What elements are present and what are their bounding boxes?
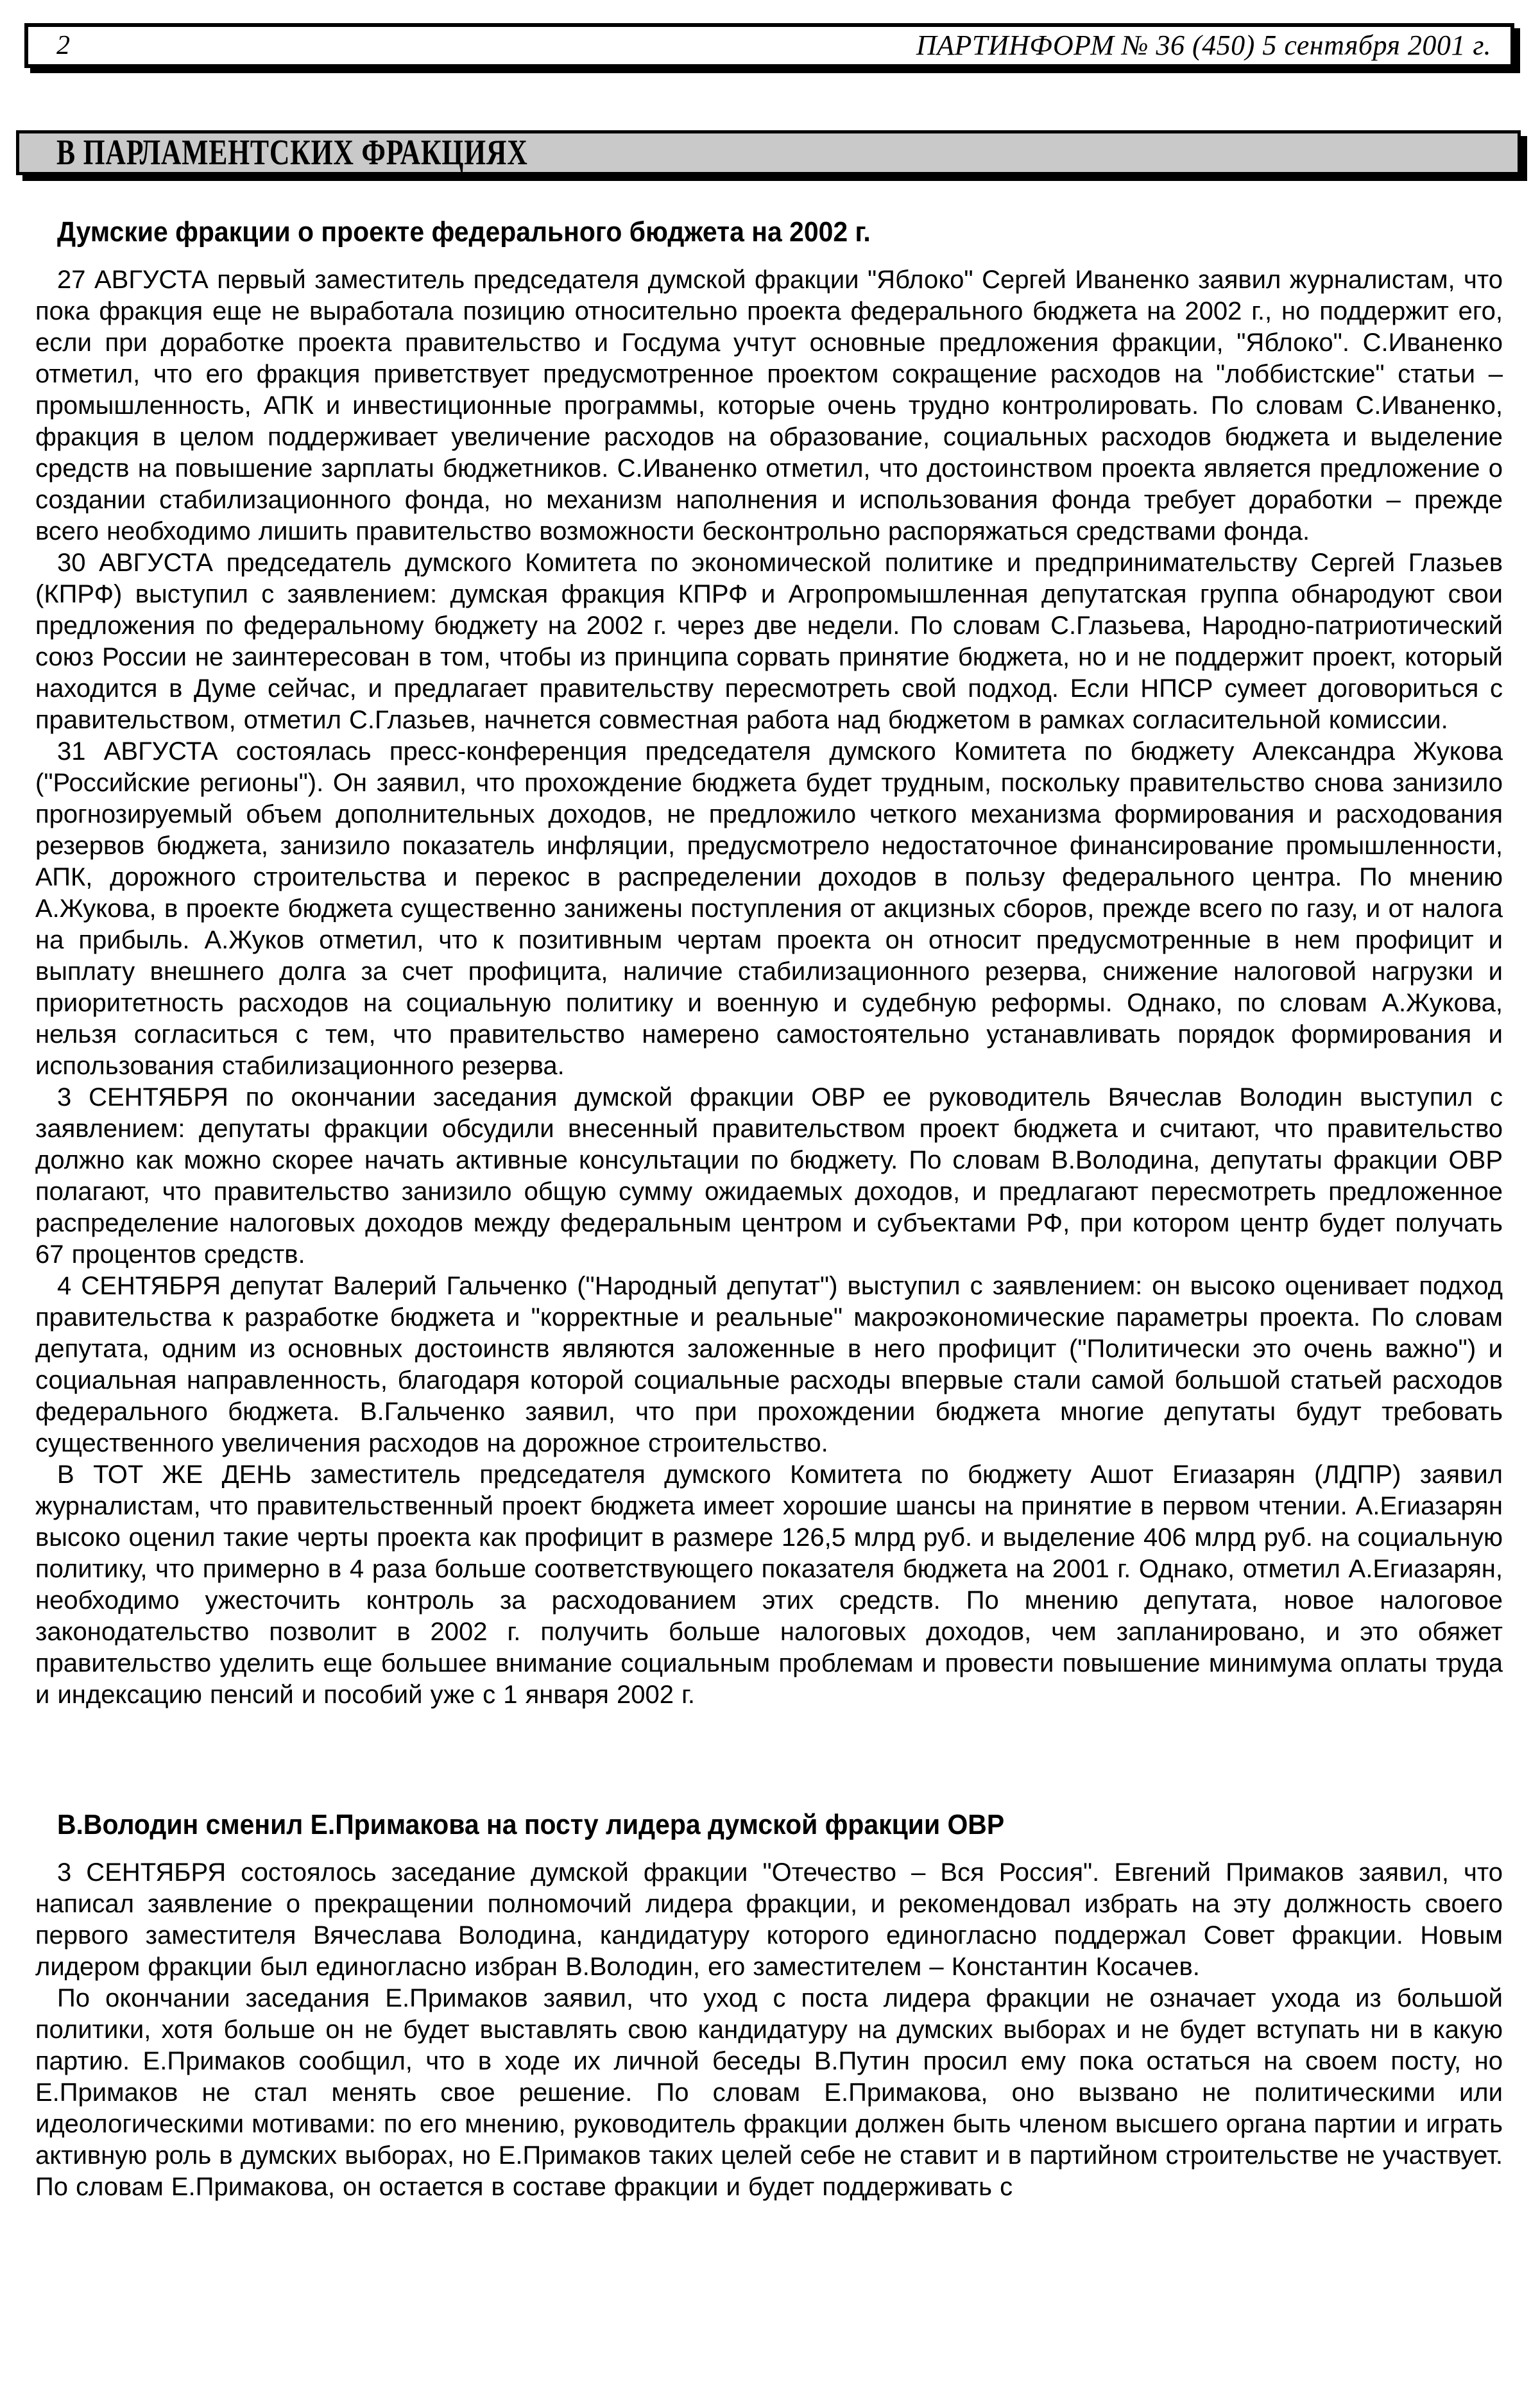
article-budget-2002 — [35, 216, 1503, 1711]
article-title — [35, 1808, 1503, 1842]
paragraph: 27 АВГУСТА первый заместитель председателя думской фракции "Яблоко" Сергей Иваненко заявил журналистам, что пока фракция еще не выработала позицию относительно проекта федерального бюджета на 2002 г., но поддержит его, если при доработке проекта правительство и Госдума учтут основные предложения фракции, "Яблоко". С.Иваненко отметил, что его фракция приветствует предусмотренное проектом сокращение расходов на "лоббистские" статьи – промышленность, АПК и инвестиционные программы, которые очень трудно контролировать. По словам С.Иваненко, фракция в целом поддерживает увеличение расходов на образование, социальных расходов бюджета и выделение средств на повышение зарплаты бюджетников. С.Иваненко отметил, что достоинством проекта является предложение о создании стабилизационного фонда, но механизм наполнения и использования фонда требует доработки – прежде всего необходимо лишить правительство возможности бесконтрольно распоряжаться средствами фонда. — [35, 266, 1503, 545]
section-header-bar — [16, 130, 1521, 175]
paragraph: По окончании заседания Е.Примаков заявил, что уход с поста лидера фракции не означает ухода из большой политики, хотя больше он не будет выставлять свою кандидатуру на думских выборах и не будет вступать ни в какую партию. Е.Примаков сообщил, что в ходе их личной беседы В.Путин просил ему пока остаться на своем посту, но Е.Примаков не стал менять свое решение. По словам Е.Примакова, оно вызвано не политическими или идеологическими мотивами: по его мнению, руководитель фракции должен быть членом высшего органа партии и играть активную роль в думских выборах, но Е.Примаков таких целей себе не ставит и в партийном строительстве не участвует. По словам Е.Примакова, он остается в составе фракции и будет поддерживать с — [35, 1984, 1503, 2201]
page-number: 2 — [56, 31, 70, 60]
article-volodin-primakov — [35, 1808, 1503, 2203]
article-title-text: Думские фракции о проекте федерального бюджета на 2002 г. — [57, 216, 871, 248]
article-title-text: В.Володин сменил Е.Примакова на посту лидера думской фракции ОВР — [57, 1809, 1005, 1840]
article-title — [35, 216, 1503, 249]
paragraph: 30 АВГУСТА председатель думского Комитета по экономической политике и предпринимательству Сергей Глазьев (КПРФ) выступил с заявлением: думская фракция КПРФ и Агропромышленная депутатская группа обнародуют свои предложения по федеральному бюджету на 2002 г. через две недели. По словам С.Глазьева, Народно-патриотический союз России не заинтересован в том, чтобы из принципа сорвать принятие бюджета, но и не поддержит проект, который находится в Думе сейчас, и предлагает правительству пересмотреть свой подход. Если НПСР сумеет договориться с правительством, отметил С.Глазьев, начнется совместная работа над бюджетом в рамках согласительной комиссии. — [35, 549, 1503, 734]
page-content — [35, 216, 1503, 2203]
issue-title: ПАРТИНФОРМ № 36 (450) 5 сентября 2001 г. — [916, 30, 1491, 61]
paragraph: 3 СЕНТЯБРЯ состоялось заседание думской фракции "Отечество – Вся Россия". Евгений Примаков заявил, что написал заявление о прекращении полномочий лидера фракции, и рекомендовал избрать на эту должность своего первого заместителя Вячеслава Володина, кандидатуру которого единогласно поддержал Совет фракции. Новым лидером фракции был единогласно избран В.Володин, его заместителем – Константин Косачев. — [35, 1858, 1503, 1981]
paragraph: 31 АВГУСТА состоялась пресс-конференция председателя думского Комитета по бюджету Александра Жукова ("Российские регионы"). Он заявил, что прохождение бюджета будет трудным, поскольку правительство снова занизило прогнозируемый объем дополнительных доходов, не предложило четкого механизма формирования и расходования резервов бюджета, занизило показатель инфляции, предусмотрело недостаточное финансирование промышленности, АПК, дорожного строительства и перекос в распределении доходов в пользу федерального центра. По мнению А.Жукова, в проекте бюджета существенно занижены поступления от акцизных сборов, прежде всего по газу, и от налога на прибыль. А.Жуков отметил, что к позитивным чертам проекта он относит предусмотренные в нем профицит и выплату внешнего долга за счет профицита, наличие стабилизационного резерва, снижение налоговой нагрузки и приоритетность расходов на социальную политику и военную и судебную реформы. Однако, по словам А.Жукова, нельзя согласиться с тем, что правительство намерено самостоятельно устанавливать порядок формирования и использования стабилизационного резерва. — [35, 737, 1503, 1080]
page-header — [24, 23, 1514, 68]
section-title: В ПАРЛАМЕНТСКИХ ФРАКЦИЯХ — [56, 133, 528, 173]
paragraph: 3 СЕНТЯБРЯ по окончании заседания думской фракции ОВР ее руководитель Вячеслав Володин выступил с заявлением: депутаты фракции обсудили внесенный правительством проект бюджета и считают, что правительство должно как можно скорее начать активные консультации по бюджету. По словам В.Володина, депутаты фракции ОВР полагают, что правительство занизило общую сумму ожидаемых доходов, и предлагают пересмотреть предложенное распределение налоговых доходов между федеральным центром и субъектами РФ, при котором центр будет получать 67 процентов средств. — [35, 1083, 1503, 1269]
paragraph: 4 СЕНТЯБРЯ депутат Валерий Гальченко ("Народный депутат") выступил с заявлением: он высоко оценивает подход правительства к разработке бюджета и "корректные и реальные" макроэкономические параметры проекта. По словам депутата, одним из основных достоинств являются заложенные в него профицит ("Политически это очень важно") и социальная направленность, благодаря которой социальные расходы впервые стали самой большой статьей расходов федерального бюджета. В.Гальченко заявил, что при прохождении бюджета многие депутаты будут требовать существенного увеличения расходов на дорожное строительство. — [35, 1272, 1503, 1457]
paragraph: В ТОТ ЖЕ ДЕНЬ заместитель председателя думского Комитета по бюджету Ашот Егиазарян (ЛДПР) заявил журналистам, что правительственный проект бюджета имеет хорошие шансы на принятие в первом чтении. А.Егиазарян высоко оценил такие черты проекта как профицит в размере 126,5 млрд руб. и выделение 406 млрд руб. на социальную политику, что примерно в 4 раза больше соответствующего показателя бюджета на 2001 г. Однако, отметил А.Егиазарян, необходимо ужесточить контроль за расходованием этих средств. По мнению депутата, новое налоговое законодательство позволит в 2002 г. получить больше налоговых доходов, чем запланировано, и это обяжет правительство уделить еще большее внимание социальным проблемам и провести повышение минимума оплаты труда и индексацию пенсий и пособий уже с 1 января 2002 г. — [35, 1461, 1503, 1709]
